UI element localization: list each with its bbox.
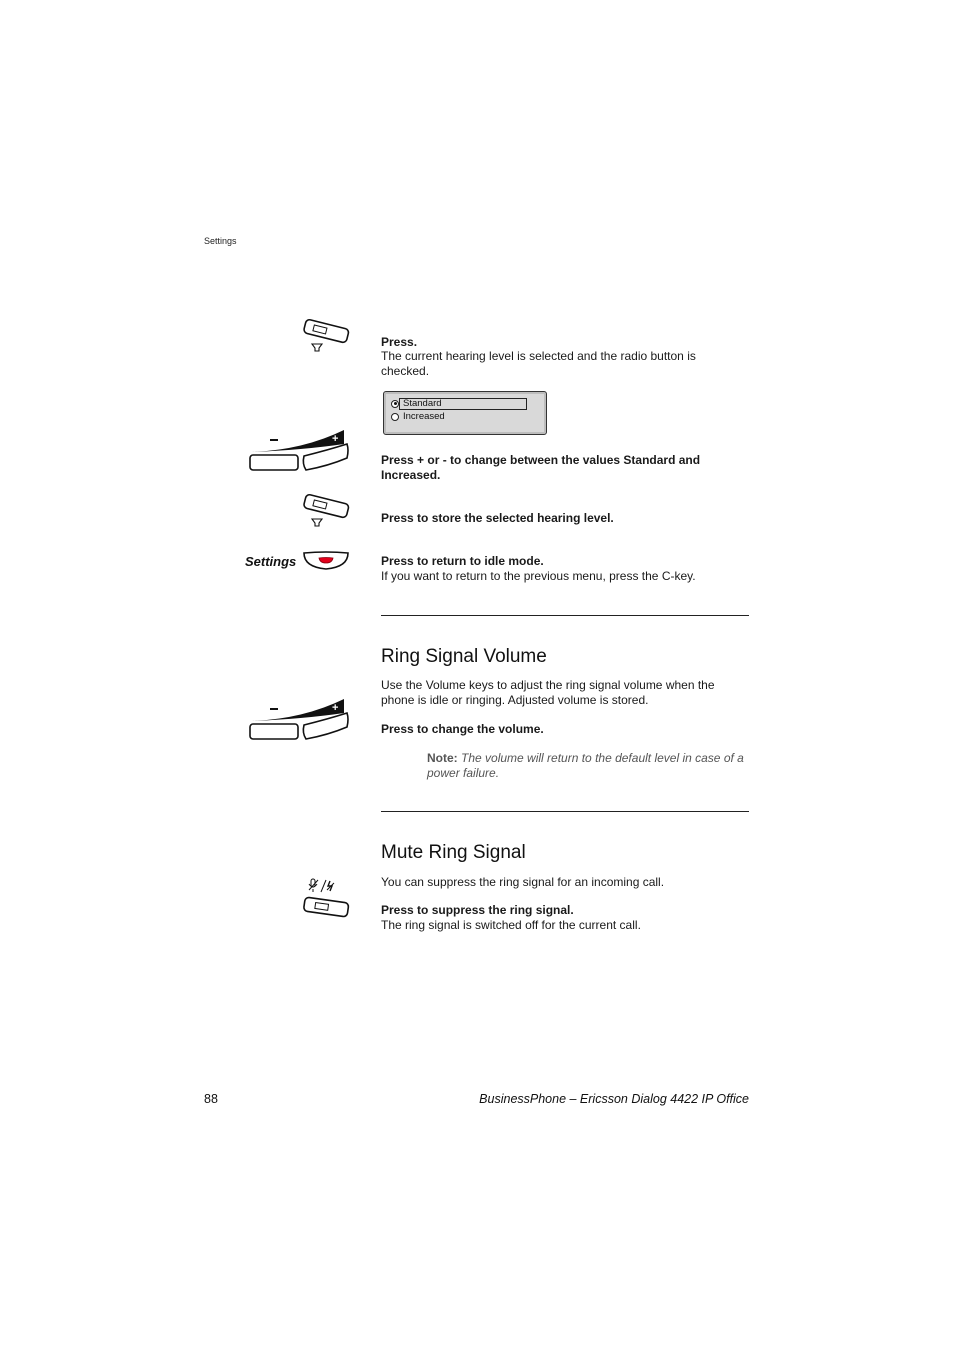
note-label: Note:	[427, 751, 458, 765]
radio-checked-icon	[391, 400, 399, 408]
on-hook-key-icon	[302, 550, 350, 572]
svg-text:+: +	[332, 702, 339, 714]
note	[427, 751, 751, 781]
speaker-key-icon	[302, 493, 352, 531]
page-number: 88	[204, 1092, 218, 1106]
mute-ring-desc: The ring signal is switched off for the current call.	[381, 918, 641, 932]
volume-keys-icon	[248, 428, 352, 474]
step-press-title: Press.	[381, 335, 418, 349]
section-divider	[381, 811, 749, 812]
document-title: BusinessPhone – Ericsson Dialog 4422 IP Office	[479, 1092, 749, 1106]
ring-volume-step: Press to change the volume.	[381, 722, 544, 736]
running-header: Settings	[204, 236, 237, 246]
step-store-title: Press to store the selected hearing level.	[381, 511, 614, 525]
display-option-label: Standard	[403, 398, 442, 409]
ring-volume-intro: Use the Volume keys to adjust the ring signal volume when the phone is idle or ringing. Adjusted volume is stored.	[381, 678, 715, 707]
display-option-increased	[391, 411, 445, 422]
step-idle-desc: If you want to return to the previous menu, press the C-key.	[381, 569, 696, 583]
step-idle-title: Press to return to idle mode.	[381, 554, 544, 568]
svg-text:+: +	[332, 433, 339, 445]
display-option-label: Increased	[403, 411, 445, 422]
mute-key-icon	[302, 876, 352, 922]
note-text: The volume will return to the default level in case of a power failure.	[427, 751, 744, 780]
volume-keys-icon	[248, 697, 352, 743]
phone-display	[383, 391, 547, 435]
step-change-title: Press + or - to change between the values Standard and Increased.	[381, 453, 701, 482]
settings-side-label: Settings	[245, 554, 297, 569]
mute-ring-step: Press to suppress the ring signal.	[381, 903, 574, 917]
ring-volume-heading: Ring Signal Volume	[381, 646, 547, 667]
section-divider	[381, 615, 749, 616]
mute-ring-intro: You can suppress the ring signal for an incoming call.	[381, 875, 665, 889]
radio-unchecked-icon	[391, 413, 399, 421]
step-press-desc: The current hearing level is selected and the radio button is checked.	[381, 349, 696, 378]
display-option-standard	[391, 398, 442, 409]
speaker-key-icon	[302, 318, 352, 356]
mute-ring-heading: Mute Ring Signal	[381, 842, 526, 863]
